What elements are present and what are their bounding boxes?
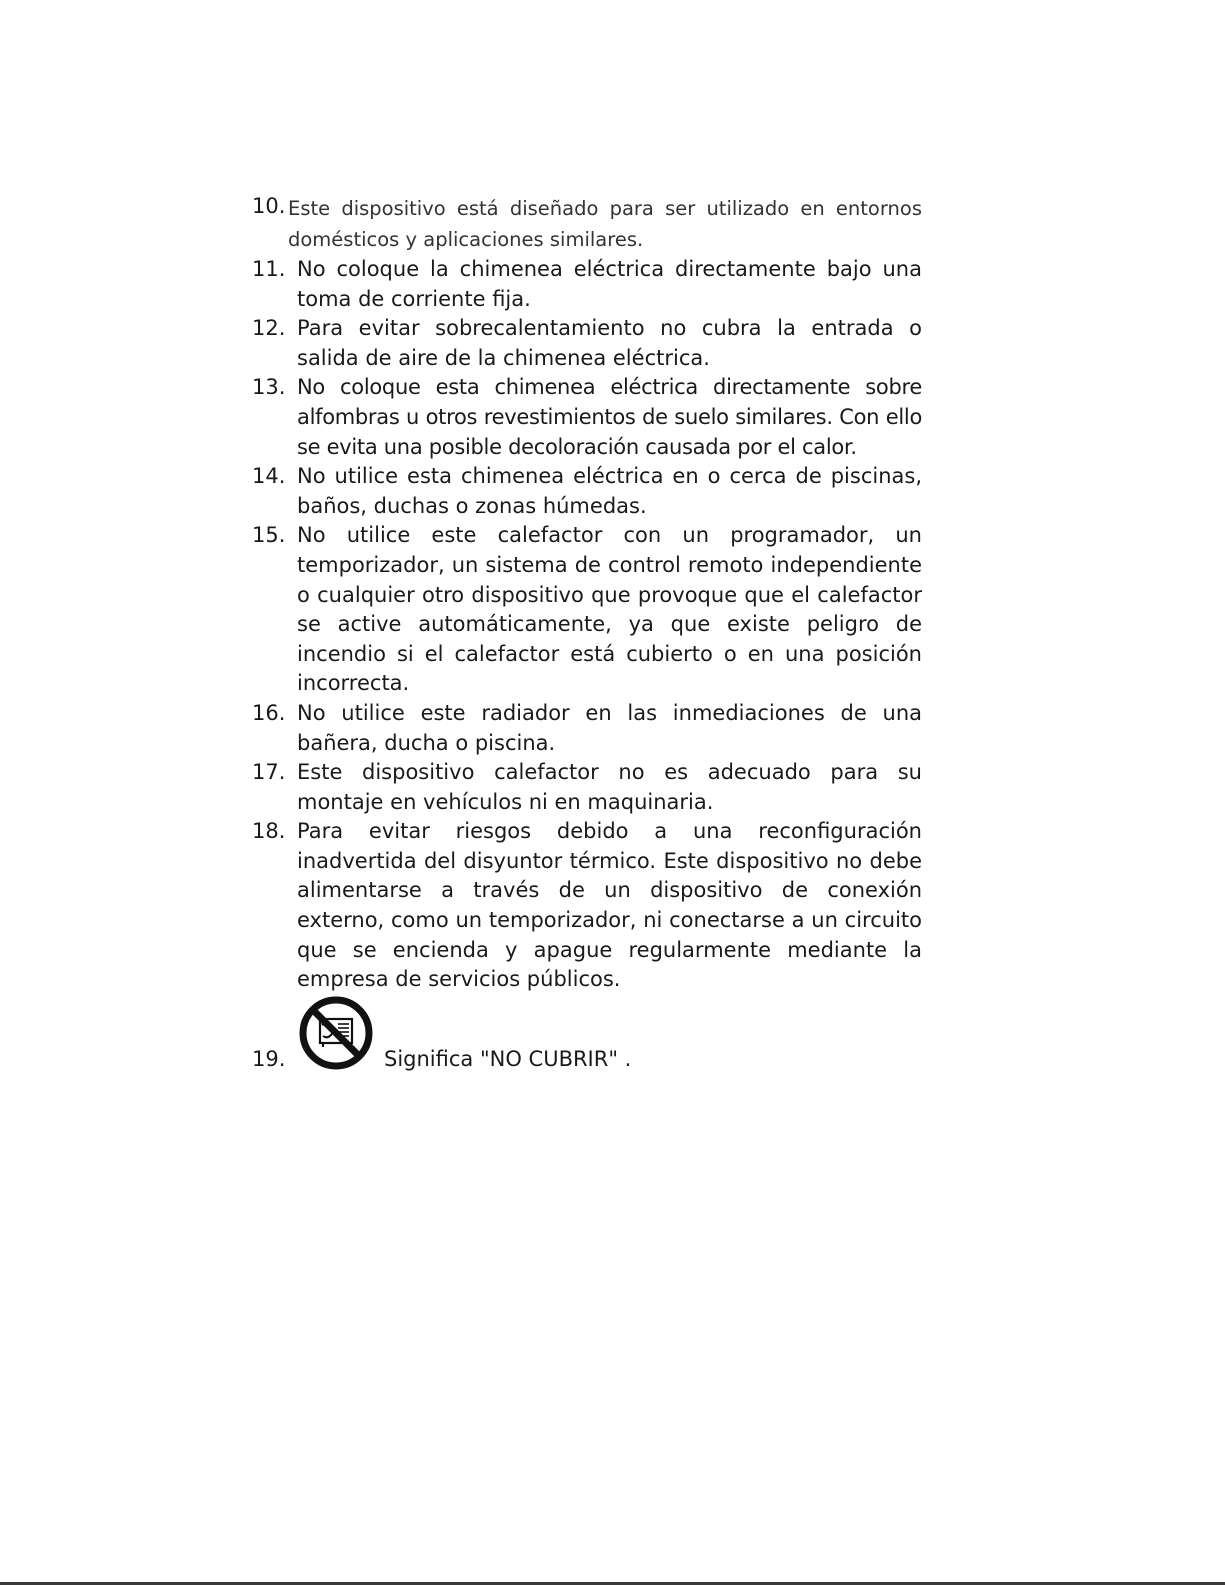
item-text: Para evitar sobrecalentamiento no cubra la entrada o salida de aire de la chimenea eléctrica. [297,316,922,370]
list-item [252,373,922,462]
item-number: 16. [252,700,286,725]
item-number: 15. [252,523,286,548]
item-number: 14. [252,464,286,489]
list-item [252,255,922,314]
item-number: 13. [252,375,286,400]
list-item [252,521,922,699]
item-number: 18. [252,819,286,844]
list-item [252,817,922,995]
symbol-caption: Significa "NO CUBRIR" . [384,1047,632,1071]
item-text: No coloque esta chimenea eléctrica directamente sobre alfombras u otros revestimientos de suelo similares. Con ello se evita una posible decoloración causada por el calor. [297,375,922,459]
item-text: No utilice esta chimenea eléctrica en o cerca de piscinas, baños, duchas o zonas húmedas. [297,464,922,518]
item-number: 12. [252,316,286,341]
item-text: Este dispositivo está diseñado para ser utilizado en entornos domésticos y aplicaciones similares. [288,197,922,251]
list-item [252,193,922,255]
item-number: 19. [252,1047,286,1071]
list-item [252,314,922,373]
item-text: Este dispositivo calefactor no es adecuado para su montaje en vehículos ni en maquinaria. [297,760,922,814]
item-number: 11. [252,257,286,281]
item-number: 10. [252,194,286,218]
list-item [252,699,922,758]
item-text: Para evitar riesgos debido a una reconfiguración inadvertida del disyuntor térmico. Este dispositivo no debe alimentarse a través de un dispositivo de conexión externo, como un temporizador, ni conectarse a un circuito que se encienda y apague regularmente mediante la empresa de servicios públicos. [297,819,922,992]
item-text: No utilice este radiador en las inmediaciones de una bañera, ducha o piscina. [297,700,922,755]
item-number: 17. [252,760,286,785]
symbol-list-item [252,995,852,1081]
list-item [252,758,922,817]
no-cover-icon [298,995,374,1071]
list-item [252,462,922,521]
safety-instructions-list [252,193,922,995]
item-text: No coloque la chimenea eléctrica directamente bajo una toma de corriente fija. [297,257,922,311]
item-text: No utilice este calefactor con un programador, un temporizador, un sistema de control remoto independiente o cualquier otro dispositivo que provoque que el calefactor se active automáticamente, ya que existe peligro de incendio si el calefactor está cubierto o en una posición incorrecta. [297,523,922,696]
